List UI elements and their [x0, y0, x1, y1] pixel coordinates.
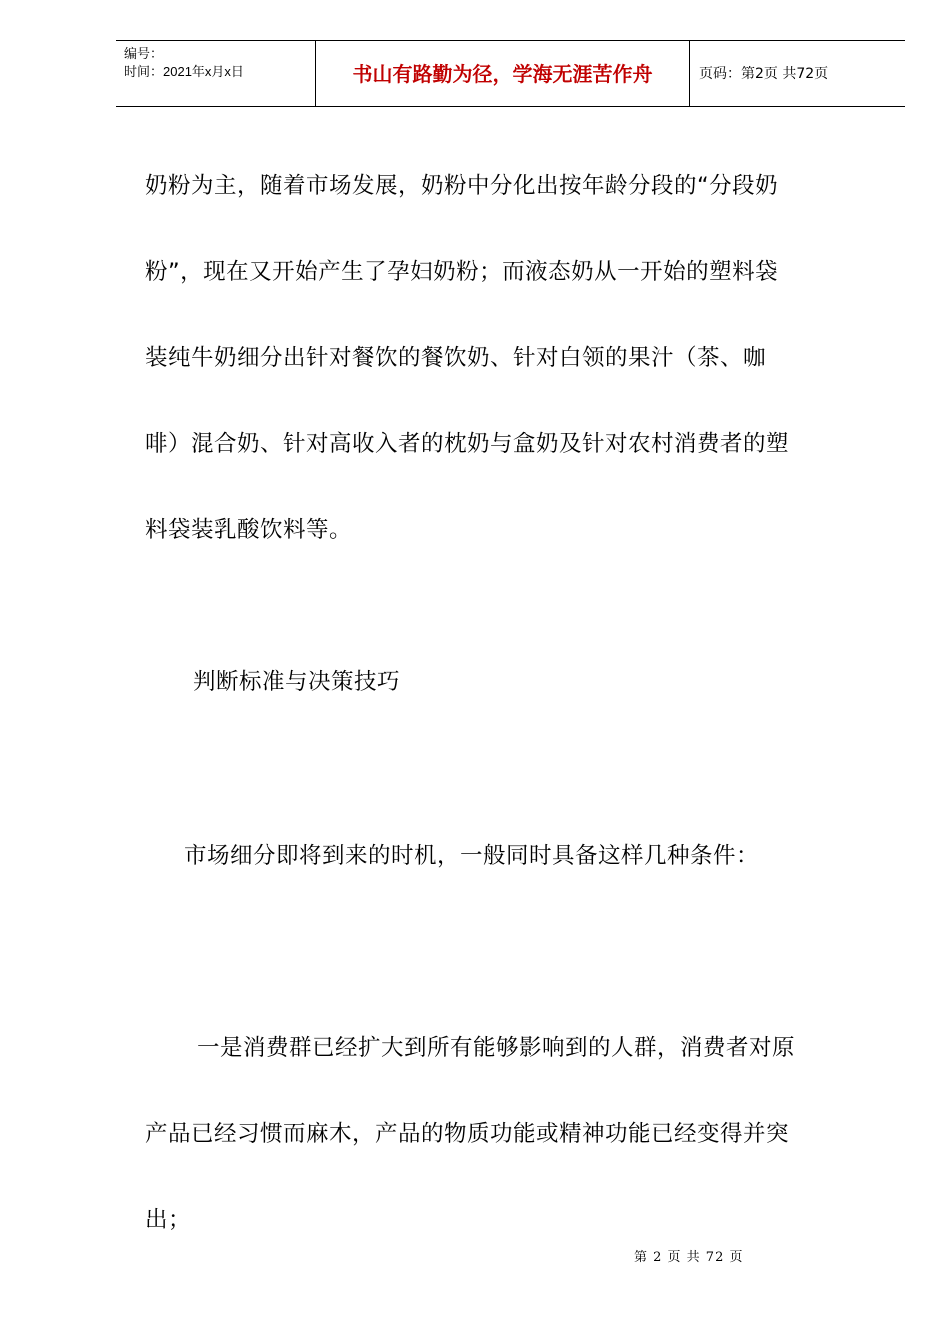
text-line: 料袋装乳酸饮料等。	[145, 517, 353, 543]
paragraph-intro	[145, 143, 865, 573]
paragraph-condition-one	[145, 1005, 865, 1263]
header-page-info: 页码：第2页 共72页	[699, 66, 829, 82]
text-line: 产品已经习惯而麻木，产品的物质功能或精神功能已经变得并突	[145, 1121, 790, 1147]
document-header	[116, 40, 905, 107]
page-footer: 第 2 页 共 72 页	[634, 1250, 744, 1265]
document-number-label: 编号：	[124, 46, 164, 61]
document-time-label: 时间：2021年x月x日	[124, 64, 244, 79]
header-meta-cell	[116, 41, 316, 106]
text-line: 出；	[145, 1207, 192, 1233]
text-line: 一是消费群已经扩大到所有能够影响到的人群，消费者对原	[197, 1035, 796, 1061]
text-line: 装纯牛奶细分出针对餐饮的餐饮奶、针对白领的果汁（茶、咖	[145, 345, 767, 371]
text-line: 奶粉为主，随着市场发展，奶粉中分化出按年龄分段的“分段奶	[145, 173, 779, 199]
paragraph-conditions: 市场细分即将到来的时机，一般同时具备这样几种条件：	[184, 843, 760, 869]
text-line: 粉”，现在又开始产生了孕妇奶粉；而液态奶从一开始的塑料袋	[145, 259, 779, 285]
text-line: 啡）混合奶、针对高收入者的枕奶与盒奶及针对农村消费者的塑	[145, 431, 790, 457]
header-motto: 书山有路勤为径，学海无涯苦作舟	[316, 41, 690, 106]
section-heading: 判断标准与决策技巧	[193, 669, 401, 695]
